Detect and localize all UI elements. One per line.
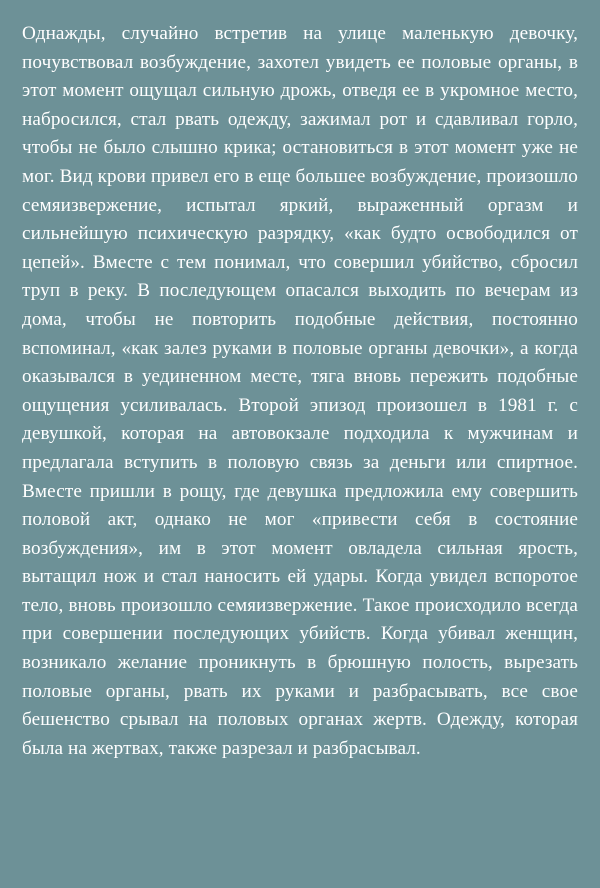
document-body-paragraph: Однажды, случайно встретив на улице маленькую девочку, почувствовал возбуждение, захотел увидеть ее половые органы, в этот момент ощущал сильную дрожь, отведя ее в укромное место, набросился, стал рвать одежду, зажимал рот и сдавливал горло, чтобы не было слышно крика; остановиться в этот момент уже не мог. Вид крови привел его в еще большее возбуждение, произошло семяизвержение, испытал яркий, выраженный оргазм и сильнейшую психическую разрядку, «как будто освободился от цепей». Вместе с тем понимал, что совершил убийство, сбросил труп в реку. В последующем опасался выходить по вечерам из дома, чтобы не повторить подобные действия, постоянно вспоминал, «как залез руками в половые органы девочки», а когда оказывался в уединенном месте, тяга вновь пережить подобные ощущения усиливалась. Второй эпизод произошел в 1981 г. с девушкой, которая на автовокзале подходила к мужчинам и предлагала вступить в половую связь за деньги или спиртное. Вместе пришли в рощу, где девушка предложила ему совершить половой акт, однако не мог «привести себя в состояние возбуждения», им в этот момент овладела сильная ярость, вытащил нож и стал наносить ей удары. Когда увидел вспоротое тело, вновь произошло семяизвержение. Такое происходило всегда при совершении последующих убийств. Когда убивал женщин, возникало желание проникнуть в брюшную полость, вырезать половые органы, рвать их руками и разбрасывать, все свое бешенство срывал на половых органах жертв. Одежду, которая была на жертвах, также разрезал и разбрасывал. [22, 23, 583, 759]
